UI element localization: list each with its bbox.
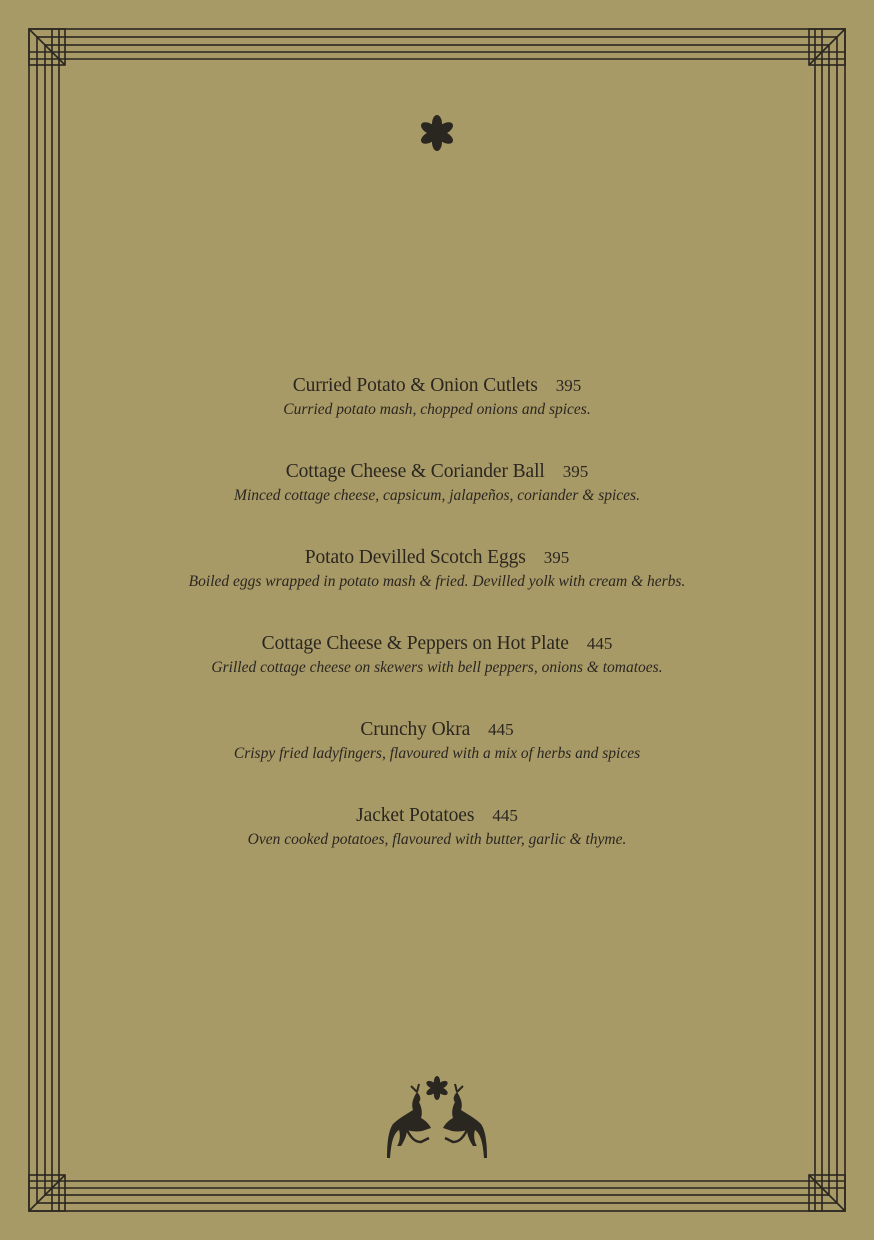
menu-list bbox=[120, 372, 754, 888]
flower-ornament-icon bbox=[417, 113, 457, 153]
item-name: Cottage Cheese & Peppers on Hot Plate bbox=[261, 633, 569, 654]
item-description: Boiled eggs wrapped in potato mash & fried. Devilled yolk with cream & herbs. bbox=[188, 573, 686, 590]
item-price: 445 bbox=[492, 806, 518, 825]
item-price: 395 bbox=[543, 548, 570, 567]
item-description: Grilled cottage cheese on skewers with bell peppers, onions & tomatoes. bbox=[211, 659, 663, 676]
item-name: Crunchy Okra bbox=[360, 719, 471, 740]
item-price: 395 bbox=[555, 376, 582, 395]
item-price: 445 bbox=[488, 720, 514, 739]
item-name: Cottage Cheese & Coriander Ball bbox=[285, 461, 545, 482]
menu-item bbox=[120, 802, 754, 888]
item-description: Minced cottage cheese, capsicum, jalapeños, coriander & spices. bbox=[234, 487, 640, 504]
item-price: 445 bbox=[586, 634, 613, 653]
menu-item bbox=[120, 372, 754, 458]
item-description: Oven cooked potatoes, flavoured with butter, garlic & thyme. bbox=[247, 831, 627, 848]
item-description: Curried potato mash, chopped onions and spices. bbox=[283, 401, 591, 418]
item-name: Jacket Potatoes bbox=[356, 805, 475, 826]
item-name: Curried Potato & Onion Cutlets bbox=[292, 375, 538, 396]
menu-item bbox=[120, 630, 754, 716]
item-price: 395 bbox=[562, 462, 589, 481]
item-name: Potato Devilled Scotch Eggs bbox=[304, 547, 526, 568]
menu-item bbox=[120, 716, 754, 802]
menu-item bbox=[120, 458, 754, 544]
twin-deer-emblem-icon bbox=[377, 1072, 497, 1164]
item-description: Crispy fried ladyfingers, flavoured with a mix of herbs and spices bbox=[233, 745, 641, 762]
menu-item bbox=[120, 544, 754, 630]
